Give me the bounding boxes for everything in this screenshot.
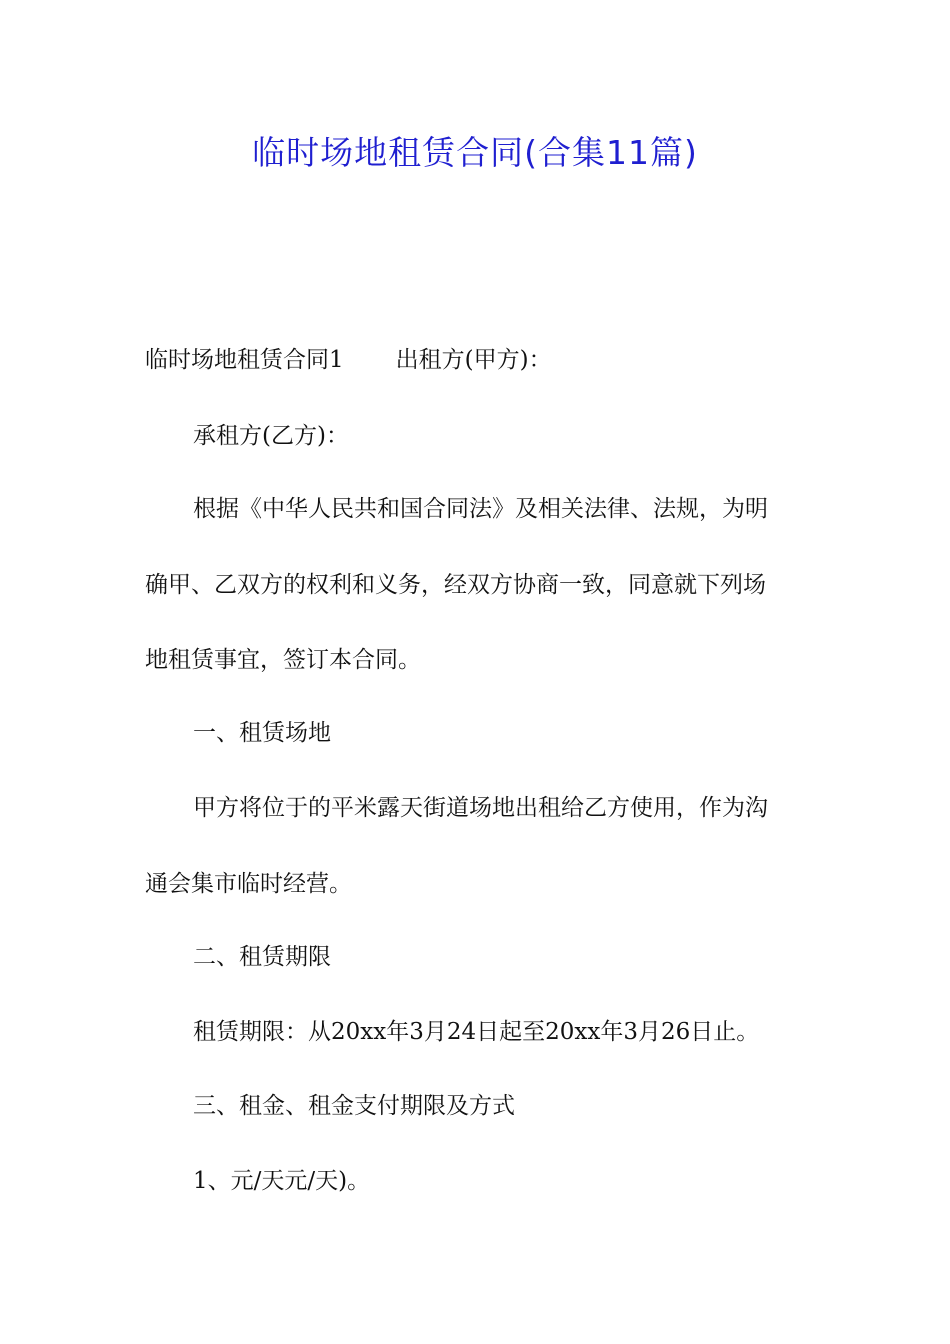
document-title: 临时场地租赁合同(合集11篇) (252, 133, 698, 172)
section-2-text: 租赁期限：从20xx年3月24日起至20xx年3月26日止。 (193, 1019, 760, 1045)
contract-heading-line (145, 340, 825, 380)
section-1-line-2: 通会集市临时经营。 (145, 871, 352, 897)
section-1-line-1: 甲方将位于的平米露天街道场地出租给乙方使用，作为沟 (193, 795, 768, 821)
contract-heading-label: 临时场地租赁合同1 (145, 347, 344, 373)
section-3-item-1: 1、元/天元/天)。 (193, 1168, 371, 1194)
intro-paragraph-line-3: 地租赁事宜，签订本合同。 (145, 647, 421, 673)
section-1-title: 一、租赁场地 (193, 720, 331, 746)
party-a-label: 出租方(甲方)： (395, 347, 552, 373)
section-2-title: 二、租赁期限 (193, 944, 331, 970)
party-b-label: 承租方(乙方)： (193, 423, 349, 449)
section-3-title: 三、租金、租金支付期限及方式 (193, 1093, 515, 1119)
intro-paragraph-line-1: 根据《中华人民共和国合同法》及相关法律、法规，为明 (193, 496, 768, 522)
intro-paragraph-line-2: 确甲、乙双方的权利和义务，经双方协商一致，同意就下列场 (145, 572, 766, 598)
